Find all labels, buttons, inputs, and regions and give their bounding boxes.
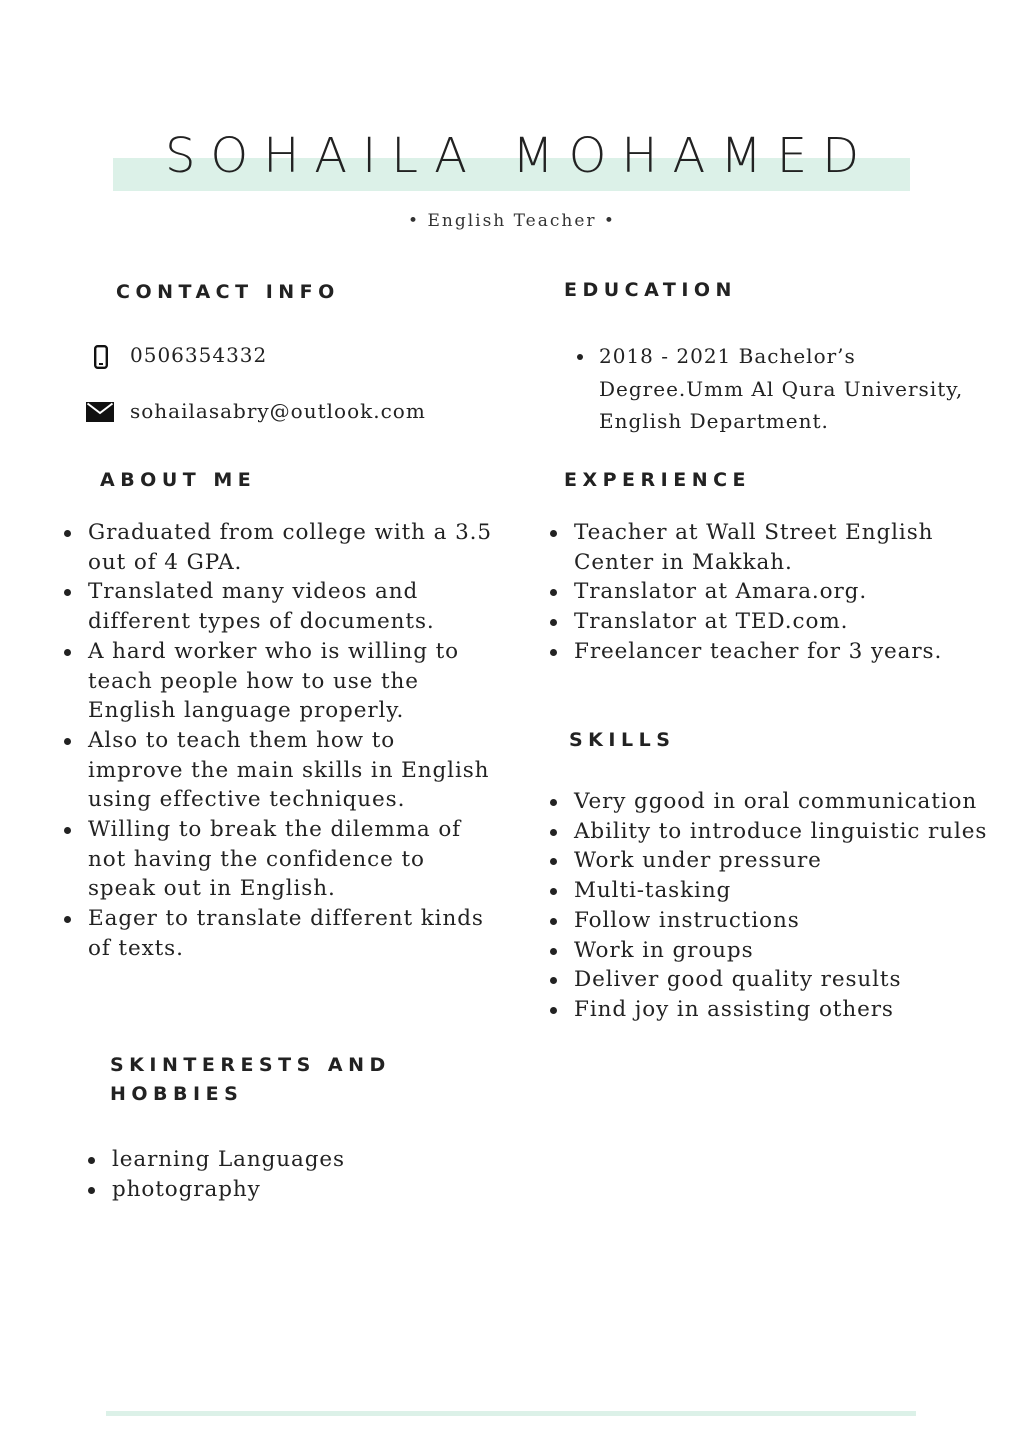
about-item — [64, 518, 524, 577]
about-item-line: not having the confidence to — [88, 846, 425, 872]
contact-phone[interactable] — [130, 343, 267, 367]
page-title: SOHAILA MOHAMED — [164, 128, 875, 184]
education-item — [577, 340, 1007, 438]
about-item — [64, 577, 524, 636]
interest-item-line: photography — [112, 1176, 261, 1202]
experience-item-line: Freelancer teacher for 3 years. — [574, 638, 943, 664]
phone-icon — [94, 345, 108, 369]
contact-heading: CONTACT INFO — [116, 281, 340, 303]
experience-item — [550, 518, 1010, 577]
about-item — [64, 904, 524, 963]
experience-heading: EXPERIENCE — [564, 469, 752, 491]
about-item-line: Also to teach them how to — [88, 727, 396, 753]
education-item-line: 2018 - 2021 Bachelor’s — [599, 344, 856, 368]
education-item-line: Degree.Umm Al Qura University, — [599, 376, 964, 401]
experience-item-line: Translator at Amara.org. — [574, 579, 868, 605]
about-item-line: using effective techniques. — [88, 787, 406, 813]
interest-item — [88, 1175, 488, 1205]
about-item-line: A hard worker who is willing to — [88, 638, 459, 664]
experience-item — [550, 577, 1010, 607]
skill-item-line: Work under pressure — [574, 848, 822, 874]
interest-item-line: learning Languages — [112, 1147, 345, 1172]
about-heading: ABOUT ME — [100, 469, 257, 491]
experience-item — [550, 637, 1010, 667]
about-item — [64, 637, 524, 726]
about-item-line: teach people how to use the — [88, 668, 419, 694]
skills-heading: SKILLS — [569, 729, 676, 751]
skill-item — [550, 936, 1020, 966]
about-item — [64, 815, 524, 904]
skill-item-line: Work in groups — [574, 937, 754, 963]
about-item — [64, 726, 524, 815]
mail-icon — [86, 402, 114, 422]
skill-item-line: Very ggood in oral communication — [574, 789, 978, 814]
about-item-line: speak out in English. — [88, 876, 336, 902]
experience-item — [550, 607, 1010, 637]
email-address: sohailasabry@outlook.com — [130, 399, 426, 423]
experience-list — [550, 518, 1010, 667]
skill-item-line: Find joy in assisting others — [574, 996, 894, 1022]
about-item-line: Eager to translate different kinds — [88, 906, 484, 932]
skill-item — [550, 995, 1020, 1025]
skill-item-line: Multi-tasking — [574, 878, 732, 904]
interests-list — [88, 1145, 488, 1204]
about-item-line: Willing to break the dilemma of — [88, 817, 462, 843]
skill-item-line: Ability to introduce linguistic rules — [574, 818, 988, 844]
education-list — [577, 340, 1007, 438]
contact-email[interactable] — [130, 399, 426, 423]
footer-divider — [106, 1411, 916, 1416]
skill-item — [550, 876, 1020, 906]
about-item-line: out of 4 GPA. — [88, 549, 243, 575]
skill-item — [550, 965, 1020, 995]
skill-item — [550, 906, 1020, 936]
about-item-line: Graduated from college with a 3.5 — [88, 520, 492, 545]
about-item-line: improve the main skills in English — [88, 757, 490, 783]
skills-list — [550, 787, 1020, 1025]
skill-item — [550, 846, 1020, 876]
about-list — [64, 518, 524, 964]
about-item-line: Translated many videos and — [88, 579, 419, 605]
interests-heading-line1: SKINTERESTS AND — [110, 1054, 391, 1076]
skill-item-line: Follow instructions — [574, 907, 800, 933]
about-item-line: different types of documents. — [88, 609, 435, 635]
education-heading: EDUCATION — [564, 279, 737, 301]
experience-item-line: Teacher at Wall Street English — [574, 520, 934, 545]
experience-item-line: Center in Makkah. — [574, 549, 793, 575]
interests-heading — [110, 1051, 391, 1109]
experience-item-line: Translator at TED.com. — [574, 609, 849, 635]
skill-item-line: Deliver good quality results — [574, 967, 902, 993]
interest-item — [88, 1145, 488, 1175]
about-item-line: English language properly. — [88, 698, 405, 724]
about-item-line: of texts. — [88, 935, 184, 961]
phone-number: 0506354332 — [130, 343, 268, 367]
interests-heading-line2: HOBBIES — [110, 1083, 244, 1105]
skill-item — [550, 787, 1020, 817]
job-title: • English Teacher • — [408, 211, 616, 231]
skill-item — [550, 817, 1020, 847]
education-item-line: English Department. — [599, 409, 829, 433]
